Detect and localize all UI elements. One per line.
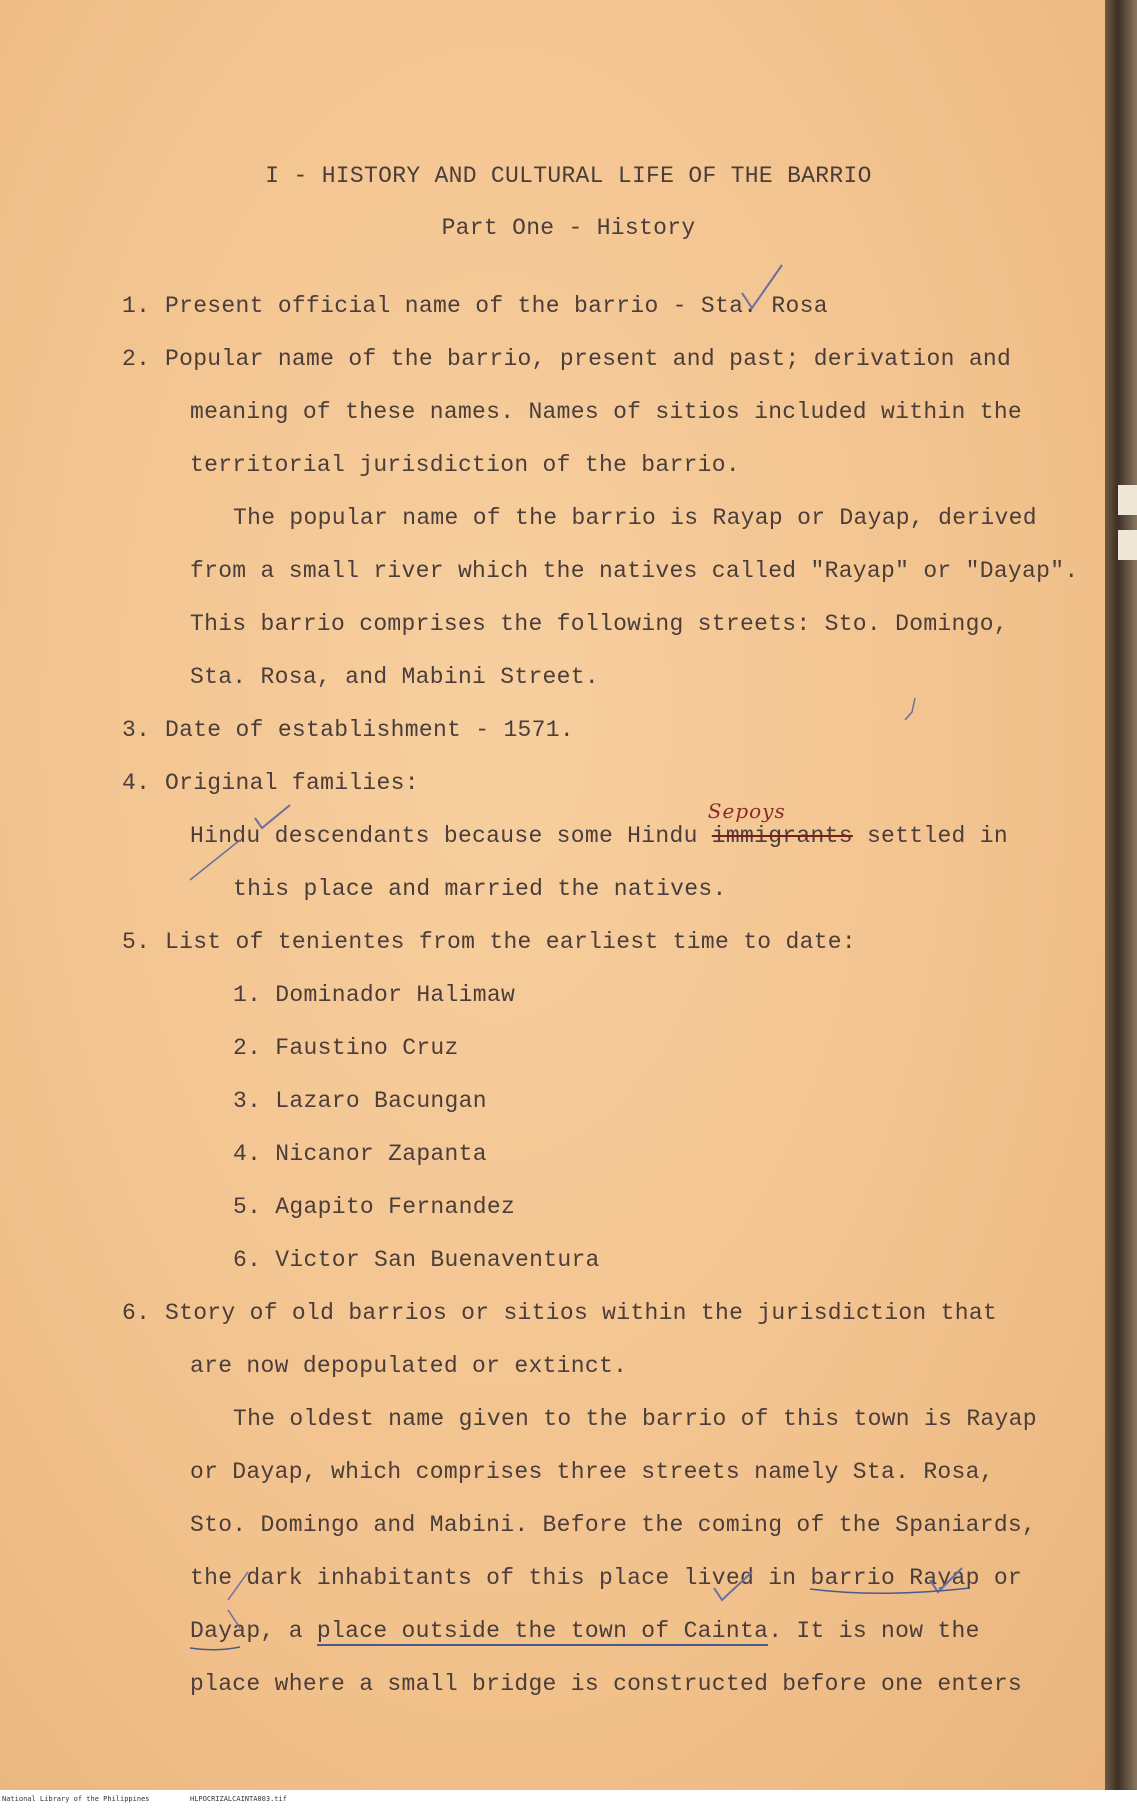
answer-text: Sta. Rosa, and Mabini Street.: [190, 664, 599, 690]
pencil-mark: [905, 698, 915, 720]
underline-mark: [190, 1647, 240, 1650]
answer-text: this place and married the natives.: [233, 876, 727, 902]
checkmark-icon: [742, 265, 782, 308]
underline-mark: [810, 1588, 970, 1593]
scan-footer: [0, 1790, 1137, 1808]
question-number: 6.: [122, 1300, 151, 1326]
footer-filename: HLPOCRIZALCAINTA003.tif: [190, 1795, 287, 1803]
struck-word: Sepoys immigrants: [707, 799, 853, 849]
answer-segment: Hindu descendants because some Hindu: [190, 823, 698, 849]
underlined-phrase: place outside the town of Cainta: [316, 1618, 769, 1644]
page-subtitle: Part One - History: [441, 215, 696, 241]
checkmark-icon: [228, 1610, 240, 1628]
question-text: List of tenientes from the earliest time to date:: [165, 929, 857, 955]
checkmark-icon: [930, 1568, 962, 1592]
question-text: are now depopulated or extinct.: [190, 1353, 628, 1379]
question-text: Popular name of the barrio, present and past; derivation and: [165, 346, 1012, 372]
question-number: 4.: [122, 770, 151, 796]
question-text: Present official name of the barrio - Sta. Rosa: [165, 293, 828, 319]
checkmark-icon: [714, 1572, 752, 1600]
question-number: 3.: [122, 717, 151, 743]
question-text: territorial jurisdiction of the barrio.: [190, 452, 740, 478]
answer-text: Sto. Domingo and Mabini. Before the coming of the Spaniards,: [190, 1512, 1037, 1538]
checkmark-icon: [228, 1572, 248, 1600]
question-text: meaning of these names. Names of sitios included within the: [190, 399, 1023, 425]
list-item: 6. Victor San Buenaventura: [233, 1247, 600, 1273]
question-number: 5.: [122, 929, 151, 955]
question-text: Date of establishment - 1571.: [165, 717, 574, 743]
question-number: 1.: [122, 293, 151, 319]
list-item: 3. Lazaro Bacungan: [233, 1088, 487, 1114]
footer-library: National Library of the Philippines: [2, 1795, 150, 1803]
answer-text: place where a small bridge is constructed before one enters: [190, 1671, 1023, 1697]
list-item: 4. Nicanor Zapanta: [233, 1141, 487, 1167]
answer-text: from a small river which the natives called "Rayap" or "Dayap".: [190, 558, 1079, 584]
handwritten-correction: Sepoys: [707, 799, 786, 823]
answer-text: The popular name of the barrio is Rayap or Dayap, derived: [233, 505, 1037, 531]
answer-segment: settled in: [866, 823, 1008, 849]
answer-text: This barrio comprises the following streets: Sto. Domingo,: [190, 611, 1008, 637]
question-text: Original families:: [165, 770, 419, 796]
answer-text: Dayap, a place outside the town of Cainta. It is now the: [190, 1618, 980, 1644]
question-text: Story of old barrios or sitios within the jurisdiction that: [165, 1300, 998, 1326]
answer-text: or Dayap, which comprises three streets namely Sta. Rosa,: [190, 1459, 994, 1485]
answer-text: the dark inhabitants of this place lived in barrio Rayap or: [190, 1565, 1023, 1591]
list-item: 2. Faustino Cruz: [233, 1035, 459, 1061]
question-number: 2.: [122, 346, 151, 372]
page-title: I - HISTORY AND CULTURAL LIFE OF THE BARRIO: [265, 163, 872, 189]
list-item: 5. Agapito Fernandez: [233, 1194, 516, 1220]
checkmark-icon: [190, 840, 240, 880]
checkmark-icon: [255, 805, 290, 828]
answer-text: The oldest name given to the barrio of this town is Rayap: [233, 1406, 1037, 1432]
list-item: 1. Dominador Halimaw: [233, 982, 516, 1008]
